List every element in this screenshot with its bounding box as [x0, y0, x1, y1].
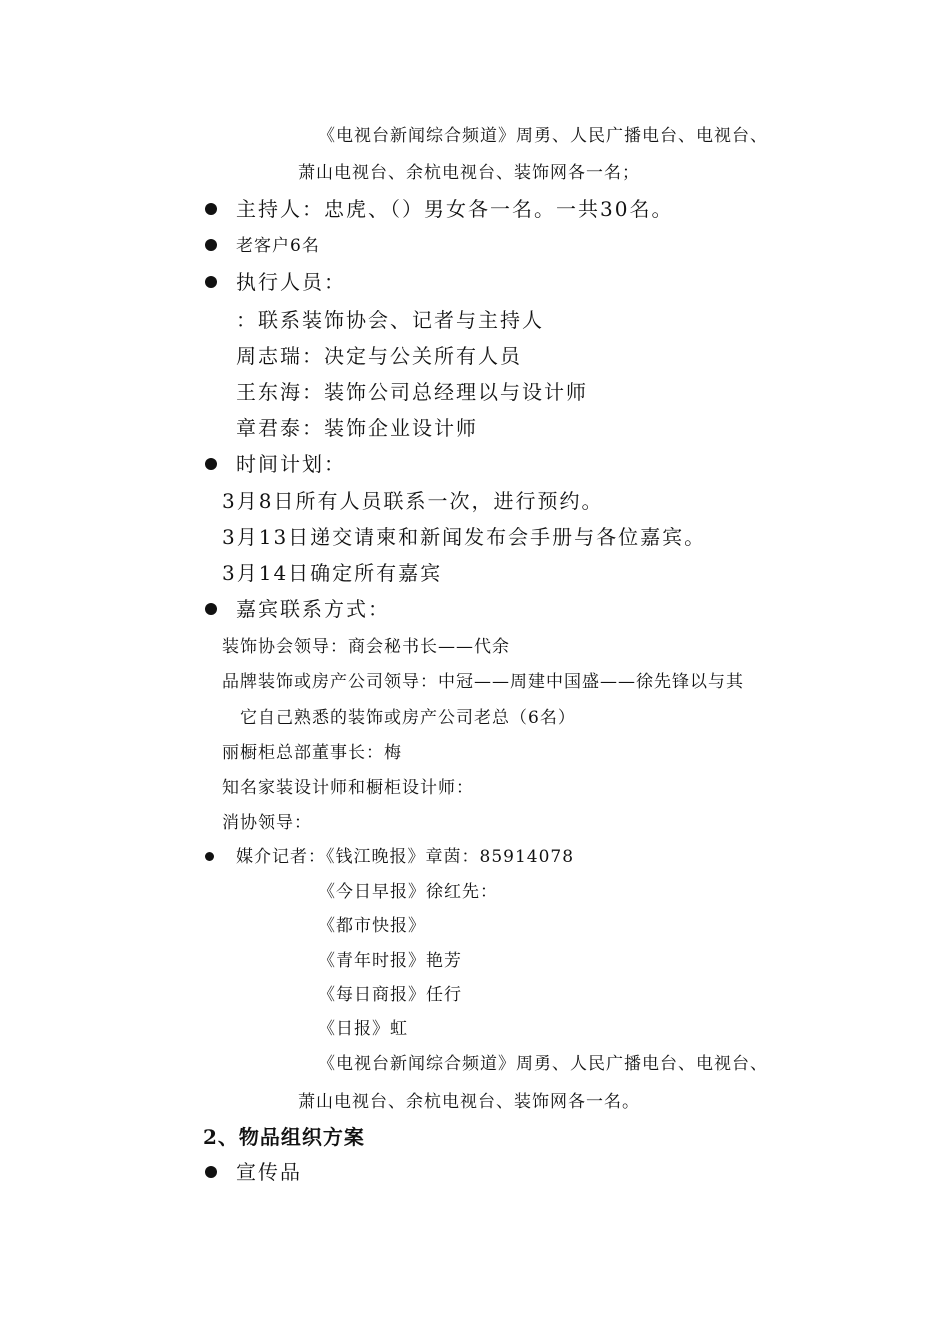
text-line: 《每日商报》任行 — [318, 985, 462, 1005]
bullet-icon — [205, 239, 217, 251]
bullet-icon — [205, 1166, 217, 1178]
media-heading: 媒介记者：《钱江晚报》章茵：85914078 — [236, 847, 575, 867]
bullet-icon — [205, 852, 214, 861]
staff-heading: 执行人员： — [236, 270, 346, 294]
guest-heading: 嘉宾联系方式： — [236, 597, 390, 621]
text-line: 知名家装设计师和橱柜设计师： — [222, 778, 474, 798]
text-line: 装饰协会领导：商会秘书长——代余 — [222, 637, 510, 657]
text-line: 3月14日确定所有嘉宾 — [222, 561, 443, 585]
text-line: 《都市快报》 — [318, 916, 426, 936]
text-line: 王东海：装饰公司总经理以与设计师 — [236, 380, 588, 404]
text-line: ：联系装饰协会、记者与主持人 — [236, 308, 544, 332]
bullet-icon — [205, 203, 217, 215]
bullet-icon — [205, 458, 217, 470]
promo-line: 宣传品 — [236, 1160, 302, 1184]
section-heading: 2、物品组织方案 — [203, 1125, 365, 1149]
text-line: 周志瑞：决定与公关所有人员 — [236, 344, 522, 368]
text-line: 丽橱柜总部董事长：梅 — [222, 743, 402, 763]
text-line: 《日报》虹 — [318, 1019, 408, 1039]
text-line: 3月13日递交请柬和新闻发布会手册与各位嘉宾。 — [222, 525, 707, 549]
schedule-heading: 时间计划： — [236, 452, 346, 476]
text-line: 萧山电视台、余杭电视台、装饰网各一名。 — [298, 1092, 640, 1112]
text-line: 《电视台新闻综合频道》周勇、人民广播电台、电视台、 — [318, 1054, 768, 1074]
text-line: 《青年时报》艳芳 — [318, 951, 462, 971]
host-line: 主持人：忠虎、（）男女各一名。一共30名。 — [236, 197, 674, 221]
text-line: 它自己熟悉的装饰或房产公司老总（6名） — [240, 708, 576, 728]
bullet-icon — [205, 603, 217, 615]
old-clients-line: 老客户6名 — [236, 236, 320, 256]
bullet-icon — [205, 276, 217, 288]
text-line: 3月8日所有人员联系一次，进行预约。 — [222, 489, 604, 513]
text-line: 章君泰：装饰企业设计师 — [236, 416, 478, 440]
text-line: 消协领导： — [222, 813, 312, 833]
text-line: 《电视台新闻综合频道》周勇、人民广播电台、电视台、 — [318, 126, 768, 146]
text-line: 萧山电视台、余杭电视台、装饰网各一名； — [298, 163, 640, 183]
text-line: 品牌装饰或房产公司领导：中冠——周建中国盛——徐先锋以与其 — [222, 672, 744, 692]
text-line: 《今日早报》徐红先： — [318, 882, 498, 902]
